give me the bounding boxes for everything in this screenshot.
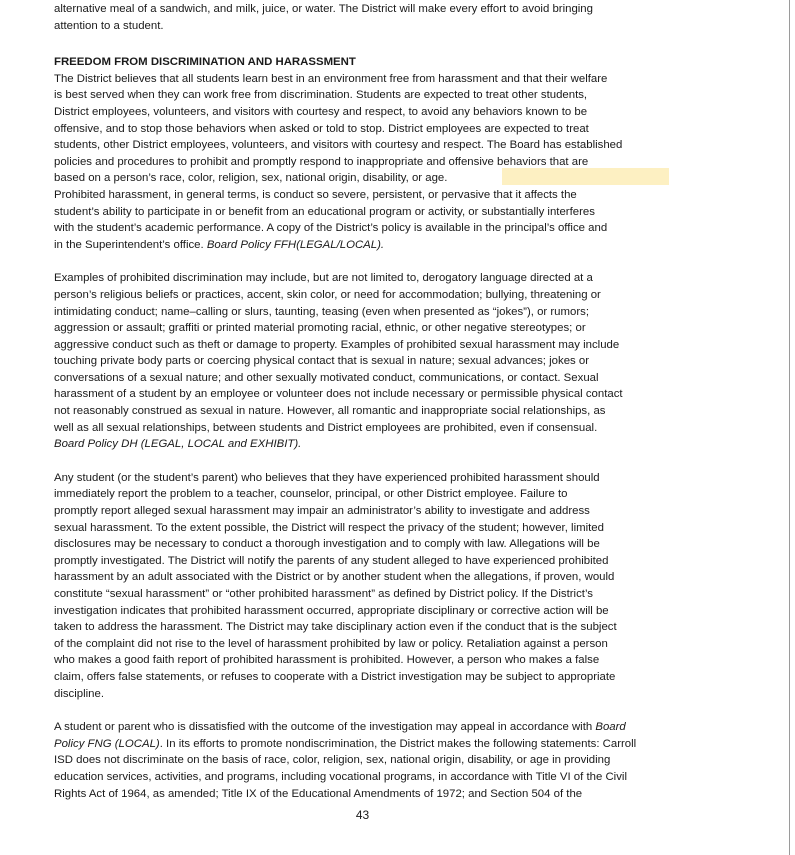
text-line: promptly report alleged sexual harassment may impair an administrator’s ability to investigate and address (54, 505, 590, 518)
text-line: immediately report the problem to a teacher, counselor, principal, or other District employee. Failure to (54, 488, 568, 501)
text-line: harassment by an adult associated with the District or by another student when the allegations, if proven, would (54, 571, 615, 584)
text-line: student’s ability to participate in or benefit from an educational program or activity, or substantially interferes (54, 205, 595, 218)
section-heading: FREEDOM FROM DISCRIMINATION AND HARASSMENT (54, 56, 356, 69)
document-page (54, 1, 744, 802)
text-line: Rights Act of 1964, as amended; Title IX of the Educational Amendments of 1972; and Section 504 of the (54, 787, 583, 800)
text-line (54, 237, 744, 254)
text-line: based on a person’s race, color, religion, sex, national origin, disability, or age. (54, 172, 448, 185)
paragraph-reporting (54, 470, 744, 702)
text-line: person’s religious beliefs or practices, accent, skin color, or need for accommodation; bullying, threatening or (54, 288, 601, 301)
text-line: taken to address the harassment. The District may take disciplinary action even if the conduct that is the subject (54, 621, 617, 634)
text-line: policies and procedures to prohibit and promptly respond to inappropriate and offensive behaviors that are (54, 155, 589, 168)
text-line: education services, activities, and programs, including vocational programs, in accordance with Title VI of the Civil (54, 770, 627, 783)
text-line: intimidating conduct; name–calling or slurs, taunting, teasing (even when presented as “jokes”), or rumors; (54, 305, 589, 318)
text-line: disclosures may be necessary to conduct a thorough investigation and to comply with law. Allegations will be (54, 538, 600, 551)
text-line: of the complaint did not rise to the level of harassment prohibited by law or policy. Retaliation against a person (54, 637, 608, 650)
text-span: in the Superintendent’s office. (54, 238, 207, 251)
text-line: offensive, and to stop those behaviors when asked or told to stop. District employees are expected to treat (54, 122, 589, 135)
text-line: investigation indicates that prohibited harassment occurred, appropriate disciplinary or corrective action will be (54, 604, 609, 617)
text-line: students, other District employees, volunteers, and visitors with courtesy and respect. The Board has established (54, 139, 623, 152)
policy-reference: Board Policy DH (LEGAL, LOCAL and EXHIBIT). (54, 438, 302, 451)
text-line: with the student’s academic performance. A copy of the District’s policy is available in the principal’s office and (54, 222, 608, 235)
policy-reference: Board Policy FFH(LEGAL/LOCAL). (206, 238, 385, 251)
page-edge-line (789, 0, 790, 855)
paragraph-policy (54, 71, 744, 254)
text-line: attention to a student. (54, 19, 164, 32)
text-line: is best served when they can work free from discrimination. Students are expected to treat other students, (54, 89, 588, 102)
text-line (54, 719, 744, 736)
text-line: discipline. (54, 687, 105, 700)
text-line: not reasonably construed as sexual in nature. However, all romantic and inappropriate social relationships, as (54, 405, 606, 418)
text-line: sexual harassment. To the extent possible, the District will respect the privacy of the student; however, limited (54, 521, 604, 534)
text-span: . In its efforts to promote nondiscrimination, the District makes the following statements: Carroll (159, 737, 637, 750)
text-line: Any student (or the student’s parent) who believes that they have experienced prohibited harassment should (54, 471, 600, 484)
policy-reference: Board (595, 721, 626, 734)
text-line (54, 736, 744, 753)
text-line: alternative meal of a sandwich, and milk, juice, or water. The District will make every effort to avoid bringing (54, 3, 593, 15)
text-span: A student or parent who is dissatisfied with the outcome of the investigation may appeal in accordance with (54, 721, 596, 734)
text-line: well as all sexual relationships, between students and District employees are prohibited, even if consensual. (54, 421, 598, 434)
policy-reference: Policy FNG (LOCAL) (54, 737, 160, 750)
text-line: aggression or assault; graffiti or printed material promoting racial, ethnic, or other negative stereotypes; or (54, 322, 586, 335)
page-number: 43 (355, 808, 370, 822)
text-line: promptly investigated. The District will notify the parents of any student alleged to have experienced prohibited (54, 554, 609, 567)
text-line: The District believes that all students learn best in an environment free from harassment and that their welfare (54, 72, 608, 85)
text-line: constitute “sexual harassment” or “other prohibited harassment” as defined by District policy. If the District’s (54, 588, 593, 600)
text-line: who makes a good faith report of prohibited harassment is prohibited. However, a person who makes a false (54, 654, 600, 667)
text-line: touching private body parts or coercing physical contact that is sexual in nature; sexual advances; jokes or (54, 355, 590, 368)
intro-paragraph (54, 1, 744, 34)
text-line: ISD does not discriminate on the basis of race, color, religion, sex, national origin, disability, or age in providing (54, 754, 611, 767)
text-line: harassment of a student by an employee or volunteer does not include necessary or permissible physical contact (54, 388, 623, 401)
text-line (54, 436, 744, 453)
text-line: claim, offers false statements, or refuses to cooperate with a District investigation may be subject to appropriate (54, 670, 616, 683)
paragraph-examples (54, 270, 744, 453)
paragraph-appeal (54, 719, 744, 802)
text-line: Prohibited harassment, in general terms, is conduct so severe, persistent, or pervasive that it affects the (54, 188, 577, 201)
text-line: District employees, volunteers, and visitors with courtesy and respect, to avoid any behaviors known to be (54, 105, 588, 118)
text-line: Examples of prohibited discrimination may include, but are not limited to, derogatory language directed at a (54, 272, 593, 285)
text-line: conversations of a sexual nature; and other sexually motivated conduct, communications, or contact. Sexual (54, 371, 599, 384)
text-line: aggressive conduct such as theft or damage to property. Examples of prohibited sexual harassment may include (54, 338, 620, 351)
